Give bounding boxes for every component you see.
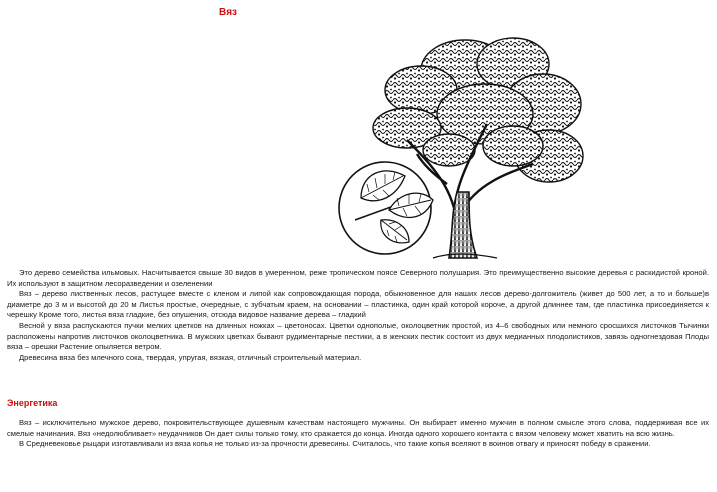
paragraph: Вяз – дерево лиственных лесов, растущее вместе с кленом и липой как сопровождающая порода, обыкновенное для наших лесов дерево-долгожитель (живет до 500 лет, а то и больше)в диаметре до 3 м и высотой до 20 м Листья простые, очередные, с зубчатым краем, на основании – пластинка, один край которой короче, а другой длиннее там, где пластинка присоединяется к черешку Кроме того, листья вяза гладкие, без опушения, отсюда видовое название дерева – гладкий — [7, 289, 709, 320]
paragraph: В Средневековье рыцари изготавливали из вяза копья не только из-за прочности древесины. Считалось, что такие копья вселяют в воинов отвагу и приносят победу в сражении. — [19, 439, 651, 449]
section-heading-energy: Энергетика — [7, 398, 58, 408]
description-text — [7, 268, 709, 363]
tree-crown — [373, 38, 583, 182]
paragraph: Это дерево семейства ильмовых. Насчитывается свыше 30 видов в умеренном, реже тропическом поясе Северного полушария. Это преимущественно высокие деревья с раскидистой кроной. Их используют в защитном лесоразведении и озеленении — [7, 268, 709, 288]
elm-tree-illustration — [337, 24, 601, 260]
paragraph: Древесина вяза без млечного сока, твердая, упругая, вязкая, отличный строительный материал. — [19, 352, 362, 362]
energy-text — [7, 418, 709, 450]
page-title: Вяз — [219, 7, 238, 18]
paragraph: Вяз – исключительно мужское дерево, покровительствующее душевным качествам настоящего мужчины. Он выбирает именно мужчин в полном смысле этого слова, поддерживая все их смелые начинания. Вяз «недолюбливает» неудачников Он дает силы только тому, кто сражается до конца. Иногда одного хорошего контакта с вязом человеку может хватить на всю жизнь. — [7, 418, 709, 438]
leaf-inset — [339, 162, 433, 254]
paragraph: Весной у вяза распускаются пучки мелких цветков на длинных ножках – цветоносах. Цветки однополые, околоцветник простой, из 4–6 свободных или немного сросшихся листочков Тычинки расположены напротив листочков околоцветника. В мужских цветках бывают рудиментарные пестики, а в женских пестик состоит из двух медианных плодолистиков, завязь одногнездовая Плоды вяза – орешки Растение опыляется ветром. — [7, 320, 709, 352]
